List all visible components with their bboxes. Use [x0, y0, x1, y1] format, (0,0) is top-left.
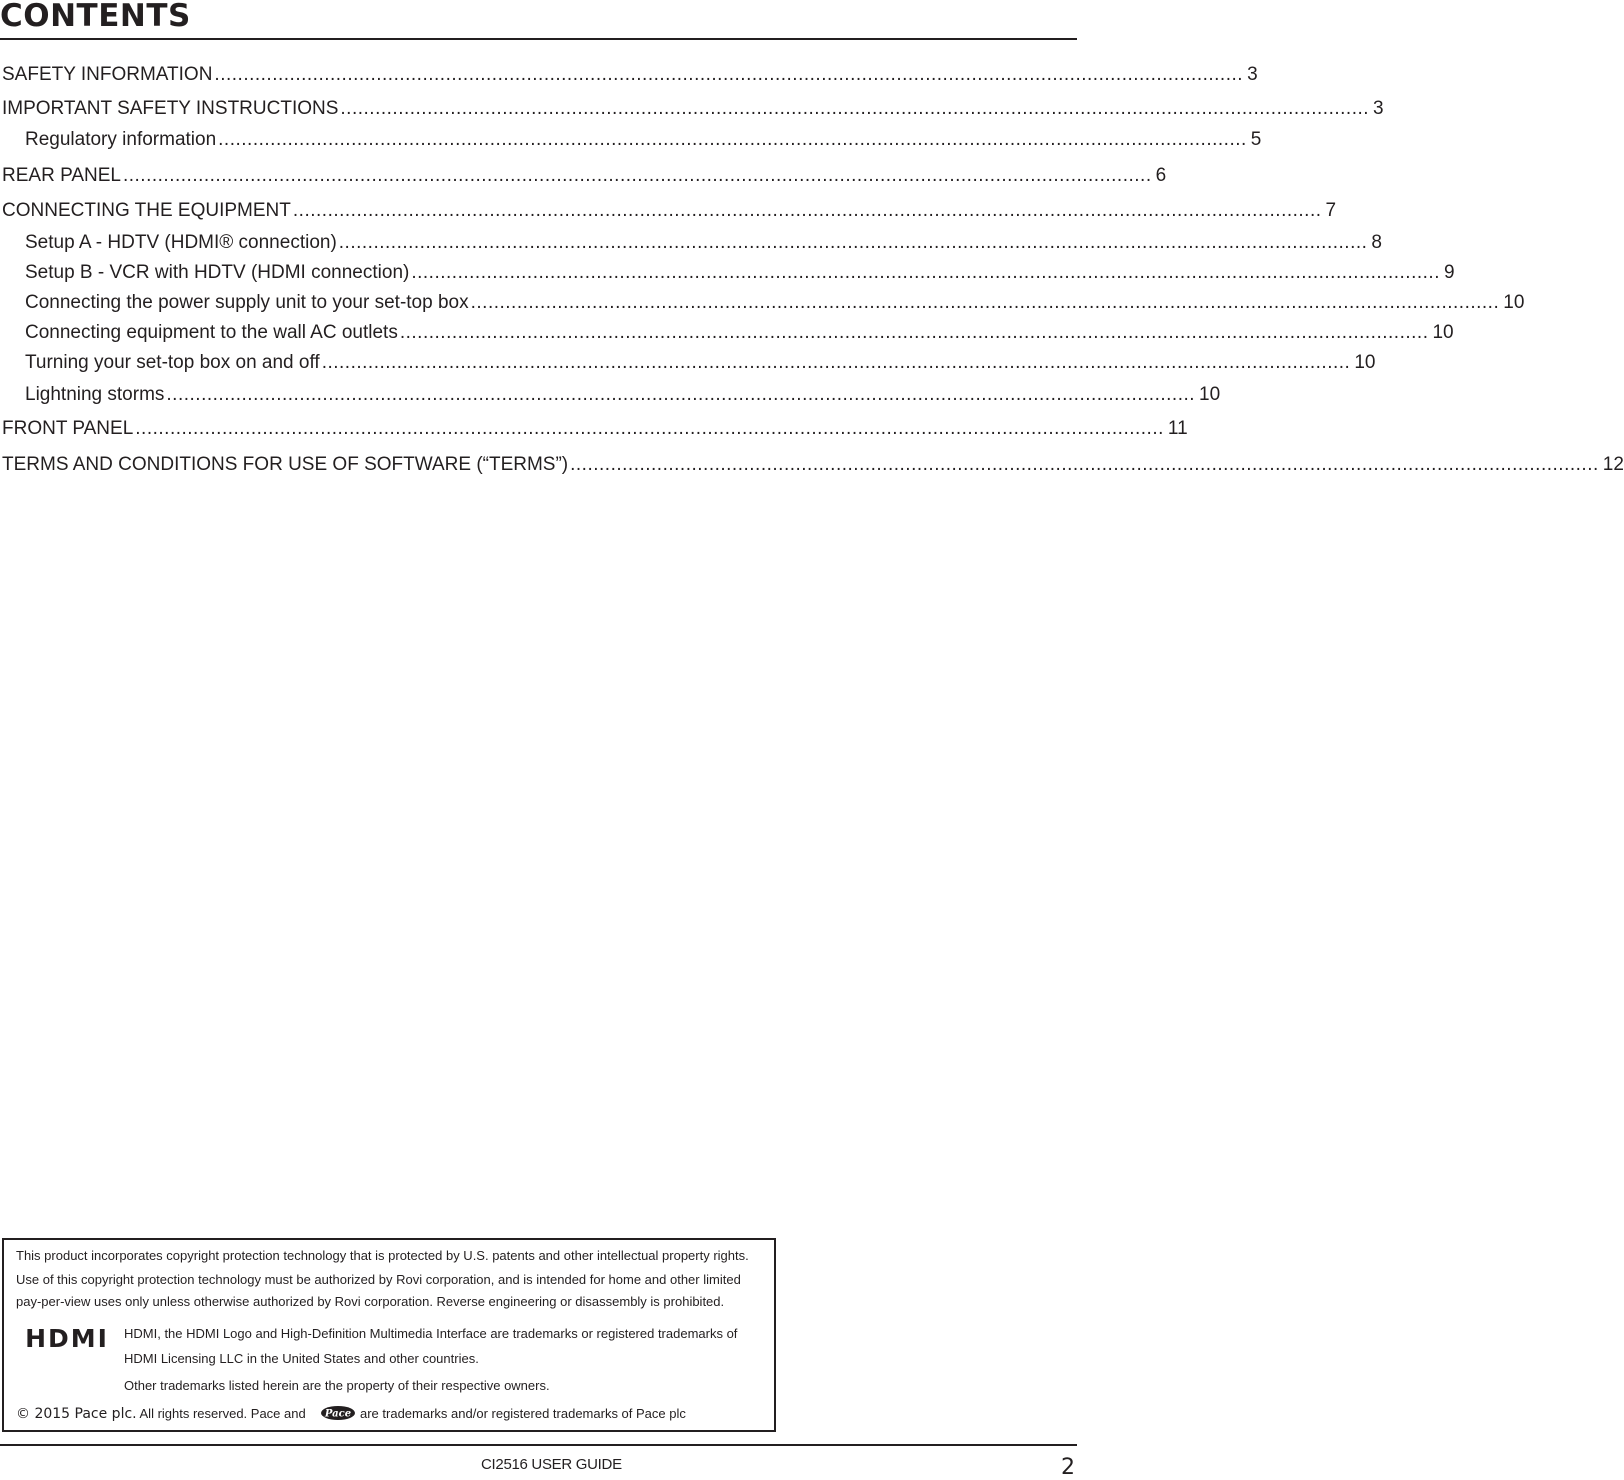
- toc-entry-page-number: 9: [1443, 262, 1455, 283]
- toc-entry-title: SAFETY INFORMATION: [2, 64, 213, 85]
- toc-entry-page-number: 5: [1250, 129, 1262, 150]
- toc-entry[interactable]: [2, 165, 1167, 187]
- toc-entry-title: Connecting equipment to the wall AC outlets: [25, 322, 398, 343]
- toc-entry-title: TERMS AND CONDITIONS FOR USE OF SOFTWARE (“TERMS”): [2, 454, 569, 475]
- toc-entry-title: Setup B - VCR with HDTV (HDMI connection): [25, 262, 410, 283]
- hdmi-trademark-line-2: HDMI Licensing LLC in the United States and other countries.: [124, 1351, 479, 1366]
- toc-entry-title: Connecting the power supply unit to your set-top box: [25, 292, 469, 313]
- rovi-notice-line-2: Use of this copyright protection technology must be authorized by Rovi corporation, and is intended for home and other limited: [16, 1272, 741, 1287]
- toc-entry-page-number: 8: [1371, 232, 1382, 253]
- toc-entry[interactable]: [25, 232, 1382, 254]
- toc-dot-leader: ..................................................................................................................................................................................: [166, 384, 1196, 405]
- toc-entry-page-number: 3: [1373, 98, 1384, 119]
- toc-dot-leader: ..................................................................................................................................................................................: [570, 454, 1599, 475]
- toc-entry-page-number: 3: [1247, 64, 1258, 85]
- toc-entry[interactable]: [2, 98, 1384, 120]
- toc-entry-page-number: 12: [1602, 454, 1624, 475]
- copyright-suffix: are trademarks and/or registered trademarks of Pace plc: [360, 1406, 686, 1421]
- toc-entry-title: Setup A - HDTV (HDMI® connection): [25, 232, 337, 253]
- rovi-notice-line-1: This product incorporates copyright protection technology that is protected by U.S. patents and other intellectual property rights.: [16, 1248, 749, 1263]
- hdmi-logo-wordmark: HDMI: [25, 1324, 109, 1353]
- copyright-prefix: © 2015 Pace plc.: [16, 1406, 137, 1422]
- hdmi-trademark-line-1: HDMI, the HDMI Logo and High-Definition Multimedia Interface are trademarks or registered trademarks of: [124, 1326, 738, 1341]
- toc-dot-leader: ..................................................................................................................................................................................: [338, 232, 1368, 253]
- toc-entry-page-number: 10: [1503, 292, 1525, 313]
- toc-entry-title: FRONT PANEL: [2, 418, 134, 439]
- toc-entry-page-number: 7: [1325, 200, 1337, 221]
- toc-entry[interactable]: [2, 64, 1258, 86]
- other-trademarks-notice: Other trademarks listed herein are the property of their respective owners.: [124, 1378, 550, 1393]
- toc-dot-leader: ..................................................................................................................................................................................: [218, 129, 1247, 150]
- toc-entry-title: Regulatory information: [25, 129, 217, 150]
- toc-dot-leader: ..................................................................................................................................................................................: [214, 64, 1244, 85]
- toc-entry-title: REAR PANEL: [2, 165, 121, 186]
- page-number: 2: [1061, 1455, 1075, 1480]
- page-heading: CONTENTS: [0, 0, 191, 34]
- toc-entry[interactable]: [25, 262, 1455, 284]
- toc-entry[interactable]: [25, 322, 1454, 344]
- toc-entry[interactable]: [2, 200, 1337, 222]
- toc-dot-leader: ..................................................................................................................................................................................: [470, 292, 1500, 313]
- toc-dot-leader: ..................................................................................................................................................................................: [411, 262, 1440, 283]
- bottom-rule: [0, 1444, 1077, 1446]
- footer-guide-title: CI2516 USER GUIDE: [481, 1456, 622, 1473]
- copyright-line: [16, 1406, 306, 1422]
- toc-entry[interactable]: [25, 292, 1525, 314]
- toc-entry[interactable]: [25, 129, 1262, 151]
- toc-entry-page-number: 11: [1167, 418, 1188, 439]
- toc-dot-leader: ..................................................................................................................................................................................: [122, 165, 1152, 186]
- copyright-middle: All rights reserved. Pace and: [139, 1406, 306, 1421]
- pace-logo: [319, 1404, 357, 1422]
- toc-dot-leader: ..................................................................................................................................................................................: [292, 200, 1322, 221]
- hdmi-logo: [16, 1324, 118, 1353]
- toc-entry[interactable]: [2, 454, 1624, 476]
- toc-entry[interactable]: [25, 352, 1376, 374]
- toc-dot-leader: ..................................................................................................................................................................................: [135, 418, 1164, 439]
- toc-entry-page-number: 10: [1199, 384, 1221, 405]
- toc-dot-leader: ..................................................................................................................................................................................: [340, 98, 1370, 119]
- toc-entry[interactable]: [25, 384, 1221, 406]
- toc-entry-page-number: 10: [1354, 352, 1376, 373]
- toc-entry-page-number: 6: [1155, 165, 1167, 186]
- toc-dot-leader: ..................................................................................................................................................................................: [321, 352, 1351, 373]
- toc-entry-title: Lightning storms: [25, 384, 165, 405]
- top-rule: [0, 38, 1077, 40]
- toc-entry-title: Turning your set-top box on and off: [25, 352, 320, 373]
- pace-logo-wordmark: Pace: [324, 1408, 352, 1420]
- toc-entry-title: CONNECTING THE EQUIPMENT: [2, 200, 291, 221]
- toc-entry-page-number: 10: [1432, 322, 1454, 343]
- toc-entry-title: IMPORTANT SAFETY INSTRUCTIONS: [2, 98, 339, 119]
- toc-dot-leader: ..................................................................................................................................................................................: [399, 322, 1429, 343]
- rovi-notice-line-3: pay-per-view uses only unless otherwise authorized by Rovi corporation. Reverse engineering or disassembly is prohibited.: [16, 1294, 725, 1309]
- toc-entry[interactable]: [2, 418, 1188, 440]
